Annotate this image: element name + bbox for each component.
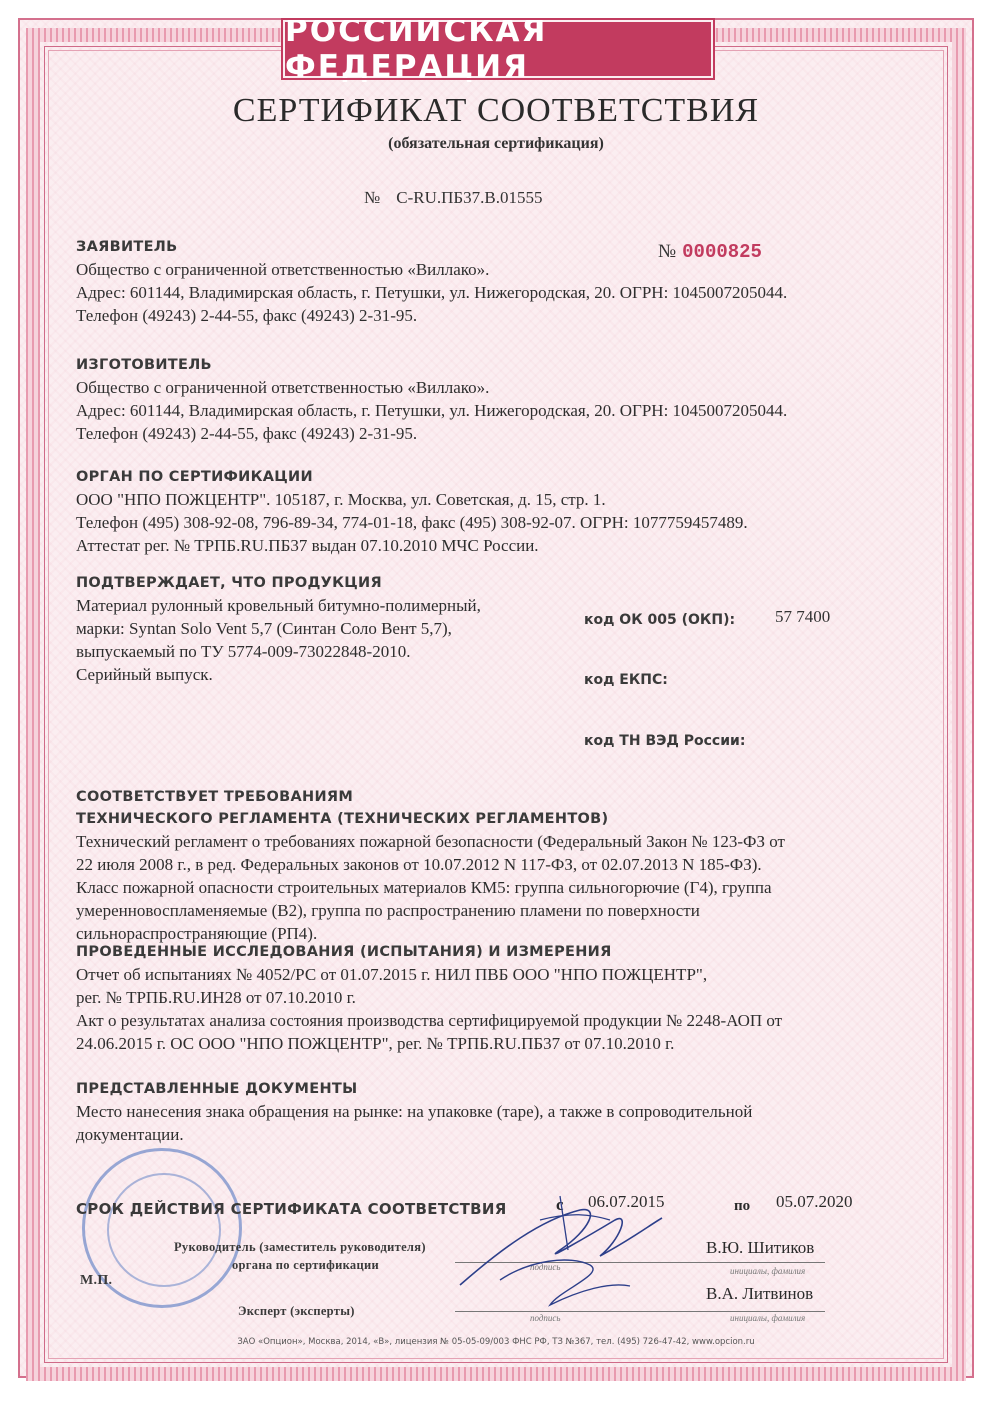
expert-signature-label: Эксперт (эксперты): [238, 1304, 355, 1318]
manufacturer-line: Телефон (49243) 2-44-55, факс (49243) 2-31-95.: [76, 424, 418, 443]
validity-to-prefix: по: [734, 1198, 751, 1214]
country-banner: РОССИЙСКАЯ ФЕДЕРАЦИЯ: [283, 20, 713, 78]
requirements-subheading: ТЕХНИЧЕСКОГО РЕГЛАМЕНТА (ТЕХНИЧЕСКИХ РЕГЛАМЕНТОВ): [76, 811, 609, 827]
manufacturer-heading: ИЗГОТОВИТЕЛЬ: [76, 357, 212, 373]
product-line: марки: Syntan Solo Vent 5,7 (Синтан Соло Вент 5,7),: [76, 619, 452, 638]
seal-place-label: М.П.: [80, 1273, 113, 1288]
signature-scribble: [440, 1190, 670, 1320]
documents-line: Место нанесения знака обращения на рынке: на упаковке (таре), а также в сопроводительной: [76, 1102, 753, 1121]
code-ekps-label: код ЕКПС:: [584, 672, 668, 688]
product-line: Материал рулонный кровельный битумно-полимерный,: [76, 596, 481, 615]
validity-to-date: 05.07.2020: [776, 1192, 853, 1211]
applicant-section: [76, 236, 936, 327]
head-sign-caption: подпись: [530, 1262, 561, 1272]
head-signature-label-2: органа по сертификации: [232, 1258, 379, 1272]
expert-sign-caption: подпись: [530, 1313, 561, 1323]
tests-line: Акт о результатах анализа состояния производства сертифицируемой продукции № 2248-АОП от: [76, 1011, 783, 1030]
documents-line: документации.: [76, 1125, 184, 1144]
applicant-line: Общество с ограниченной ответственностью «Виллако».: [76, 260, 490, 279]
expert-name: В.А. Литвинов: [706, 1284, 814, 1303]
cert-body-line: Телефон (495) 308-92-08, 796-89-34, 774-01-18, факс (495) 308-92-07. ОГРН: 1077759457489.: [76, 513, 748, 532]
applicant-heading: ЗАЯВИТЕЛЬ: [76, 239, 178, 255]
certificate-title: СЕРТИФИКАТ СООТВЕТСТВИЯ: [232, 92, 760, 129]
manufacturer-line: Общество с ограниченной ответственностью «Виллако».: [76, 378, 490, 397]
tests-line: Отчет об испытаниях № 4052/РС от 01.07.2015 г. НИЛ ПВБ ООО "НПО ПОЖЦЕНТР",: [76, 965, 708, 984]
cert-body-line: ООО "НПО ПОЖЦЕНТР". 105187, г. Москва, ул. Советская, д. 15, стр. 1.: [76, 490, 606, 509]
head-signature-label: Руководитель (заместитель руководителя): [174, 1240, 426, 1254]
code-tnved-label: код ТН ВЭД России:: [584, 733, 746, 749]
product-line: выпускаемый по ТУ 5774-009-73022848-2010.: [76, 642, 411, 661]
head-name-caption: инициалы, фамилия: [730, 1266, 806, 1276]
product-heading: ПОДТВЕРЖДАЕТ, ЧТО ПРОДУКЦИЯ: [76, 575, 382, 591]
validity-from-prefix: с: [556, 1195, 564, 1214]
tests-heading: ПРОВЕДЕННЫЕ ИССЛЕДОВАНИЯ (ИСПЫТАНИЯ) И ИЗМЕРЕНИЯ: [76, 944, 612, 960]
applicant-line: Адрес: 601144, Владимирская область, г. Петушки, ул. Нижегородская, 20. ОГРН: 1045007205044.: [76, 283, 788, 302]
form-number-label: №: [658, 241, 677, 262]
head-name: В.Ю. Шитиков: [706, 1238, 815, 1257]
code-okp-value: 57 7400: [775, 607, 831, 626]
requirements-line: сильнораспространяющие (РП4).: [76, 924, 318, 943]
certificate-number-value: C-RU.ПБ37.В.01555: [396, 188, 543, 207]
tests-section: [76, 941, 936, 1055]
manufacturer-section: [76, 354, 936, 445]
requirements-section: [76, 786, 936, 945]
certificate-subtitle: (обязательная сертификация): [388, 135, 604, 152]
expert-name-caption: инициалы, фамилия: [730, 1313, 806, 1323]
documents-section: [76, 1078, 936, 1146]
tests-line: 24.06.2015 г. ОС ООО "НПО ПОЖЦЕНТР", рег. № ТРПБ.RU.ПБ37 от 07.10.2010 г.: [76, 1034, 675, 1053]
cert-body-heading: ОРГАН ПО СЕРТИФИКАЦИИ: [76, 469, 313, 485]
code-okp-label: код ОК 005 (ОКП):: [584, 612, 736, 628]
requirements-line: 22 июля 2008 г., в ред. Федеральных законов от 10.07.2012 N 117-ФЗ, от 02.07.2013 N 185-ФЗ).: [76, 855, 762, 874]
certificate-number: [364, 188, 542, 208]
cert-body-section: [76, 466, 936, 557]
applicant-line: Телефон (49243) 2-44-55, факс (49243) 2-31-95.: [76, 306, 418, 325]
manufacturer-line: Адрес: 601144, Владимирская область, г. Петушки, ул. Нижегородская, 20. ОГРН: 1045007205044.: [76, 401, 788, 420]
requirements-line: умеренновоспламеняемые (В2), группа по распространению пламени по поверхности: [76, 901, 700, 920]
form-number-value: 0000825: [682, 241, 762, 263]
requirements-heading: СООТВЕТСТВУЕТ ТРЕБОВАНИЯМ: [76, 789, 354, 805]
product-section: [76, 572, 576, 686]
product-line: Серийный выпуск.: [76, 665, 213, 684]
tests-line: рег. № ТРПБ.RU.ИН28 от 07.10.2010 г.: [76, 988, 356, 1007]
requirements-line: Класс пожарной опасности строительных материалов КМ5: группа сильногорючие (Г4), группа: [76, 878, 772, 897]
cert-body-line: Аттестат рег. № ТРПБ.RU.ПБ37 выдан 07.10.2010 МЧС России.: [76, 536, 539, 555]
validity-label: СРОК ДЕЙСТВИЯ СЕРТИФИКАТА СООТВЕТСТВИЯ: [76, 1200, 507, 1218]
documents-heading: ПРЕДСТАВЛЕННЫЕ ДОКУМЕНТЫ: [76, 1081, 358, 1097]
requirements-line: Технический регламент о требованиях пожарной безопасности (Федеральный Закон № 123-ФЗ от: [76, 832, 785, 851]
validity-from-date: 06.07.2015: [588, 1192, 665, 1211]
printer-footer: ЗАО «Опцион», Москва, 2014, «В», лицензия № 05-05-09/003 ФНС РФ, ТЗ №367, тел. (495) 726-47-42, www.opcion.ru: [237, 1337, 755, 1347]
certificate-number-label: №: [364, 188, 381, 207]
